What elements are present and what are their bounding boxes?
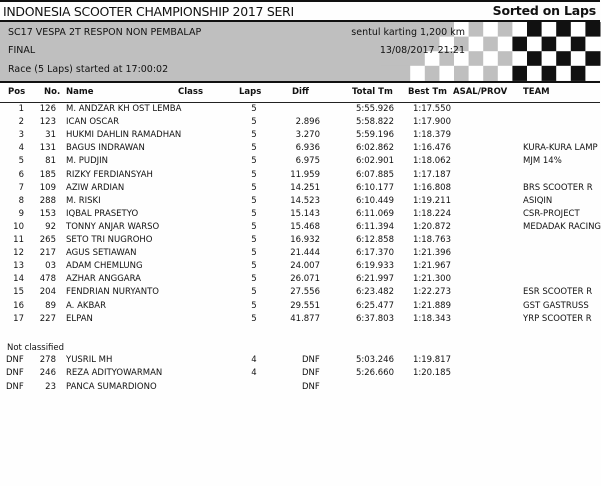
- cell-no: 278: [39, 355, 56, 365]
- cell-name: AZHAR ANGGARA: [66, 274, 141, 285]
- cell-total: 6:37.803: [355, 313, 394, 324]
- cell-diff: 16.932: [290, 235, 320, 245]
- cell-pos: 3: [18, 130, 24, 141]
- cell-pos: 12: [13, 248, 24, 259]
- cell-team: YRP SCOOTER R: [523, 313, 592, 324]
- cell-best: 1:18.062: [412, 156, 451, 167]
- table-row: [0, 301, 600, 314]
- col-total: Total Tm: [352, 87, 393, 97]
- checker-cell: [556, 22, 571, 37]
- table-row: [0, 368, 600, 381]
- cell-no: 478: [39, 274, 56, 285]
- cell-total: 5:58.822: [355, 117, 394, 128]
- cell-best: 1:21.889: [412, 300, 451, 311]
- cell-diff: DNF: [302, 368, 320, 379]
- col-team: TEAM: [523, 87, 550, 97]
- checker-cell: [483, 22, 498, 37]
- col-pos: Pos: [8, 87, 26, 97]
- cell-diff: DNF: [302, 381, 320, 392]
- cell-best: 1:21.967: [412, 261, 451, 272]
- checker-cell: [439, 66, 454, 81]
- checker-cell: [410, 66, 425, 81]
- cell-diff: 14.523: [290, 195, 320, 206]
- cell-best: 1:18.224: [412, 208, 451, 219]
- checker-cell: [483, 51, 498, 66]
- cell-name: AZIW ARDIAN: [66, 182, 125, 193]
- race-datetime: 13/08/2017 21:21: [379, 45, 465, 56]
- cell-best: 1:18.763: [412, 235, 451, 245]
- cell-name: M. RISKI: [66, 195, 101, 206]
- cell-laps: 5: [251, 274, 257, 285]
- cell-no: 227: [39, 313, 56, 324]
- cell-name: RIZKY FERDIANSYAH: [66, 169, 153, 180]
- cell-pos: 11: [13, 235, 24, 245]
- title-bar: [0, 0, 600, 20]
- checker-cell: [381, 66, 396, 81]
- cell-total: 6:23.482: [355, 287, 394, 298]
- table-row: [0, 130, 600, 143]
- cell-total: 6:02.901: [355, 156, 394, 167]
- cell-name: ELPAN: [66, 313, 93, 324]
- cell-laps: 5: [251, 169, 257, 180]
- cell-no: 126: [39, 104, 56, 114]
- cell-total: 6:10.177: [355, 182, 394, 193]
- cell-team: GST GASTRUSS: [523, 300, 589, 311]
- cell-pos: 15: [13, 287, 24, 298]
- cell-laps: 5: [251, 117, 257, 128]
- cell-laps: 5: [251, 287, 257, 298]
- cell-no: 185: [39, 169, 56, 180]
- cell-best: 1:19.211: [412, 195, 451, 206]
- checker-cell: [498, 51, 513, 66]
- cell-team: BRS SCOOTER R: [523, 182, 593, 193]
- cell-total: 6:02.862: [355, 143, 394, 154]
- cell-no: 288: [39, 195, 56, 206]
- checker-cell: [556, 66, 571, 81]
- cell-laps: 5: [251, 143, 257, 154]
- cell-best: 1:20.185: [412, 368, 451, 379]
- cell-laps: 4: [251, 368, 257, 379]
- cell-no: 109: [39, 182, 56, 193]
- checker-cell: [585, 51, 600, 66]
- cell-pos: 4: [18, 143, 24, 154]
- table-row: [0, 209, 600, 222]
- cell-no: 89: [45, 300, 56, 311]
- checker-cell: [469, 37, 484, 52]
- cell-no: 81: [45, 156, 56, 167]
- cell-name: AGUS SETIAWAN: [66, 248, 137, 259]
- cell-name: M. PUDJIN: [66, 156, 109, 167]
- checker-cell: [571, 37, 586, 52]
- table-row: [0, 143, 600, 156]
- cell-total: 6:12.858: [355, 235, 394, 245]
- checker-cell: [527, 66, 542, 81]
- cell-no: 92: [45, 221, 56, 232]
- cell-pos: 16: [13, 300, 24, 311]
- cell-total: 6:17.370: [355, 248, 394, 259]
- cell-best: 1:21.396: [412, 248, 451, 259]
- cell-diff: 29.551: [290, 300, 320, 311]
- col-class: Class: [178, 87, 204, 97]
- checker-cell: [556, 37, 571, 52]
- checker-cell: [425, 66, 440, 81]
- table-row: [0, 104, 600, 117]
- cell-diff: DNF: [302, 355, 320, 365]
- table-row: [0, 222, 600, 235]
- cell-laps: 5: [251, 313, 257, 324]
- class-line: SC17 VESPA 2T RESPON NON PEMBALAP: [8, 27, 202, 38]
- cell-laps: 5: [251, 248, 257, 259]
- cell-laps: 5: [251, 130, 257, 141]
- cell-team: KURA-KURA LAMP: [523, 143, 598, 154]
- checker-cell: [512, 22, 527, 37]
- cell-diff: 14.251: [290, 182, 320, 193]
- table-row: [0, 170, 600, 183]
- checker-cell: [454, 66, 469, 81]
- cell-name: M. ANDZAR KH OST LEMBA: [66, 104, 182, 114]
- cell-total: 6:11.069: [355, 208, 394, 219]
- cell-name: TONNY ANJAR WARSO: [66, 221, 160, 232]
- col-diff: Diff: [292, 87, 309, 97]
- checker-cell: [556, 51, 571, 66]
- cell-no: 03: [45, 261, 56, 272]
- cell-pos: DNF: [6, 381, 24, 392]
- checker-cell: [498, 66, 513, 81]
- cell-pos: 14: [13, 274, 24, 285]
- checker-cell: [527, 37, 542, 52]
- cell-name: BAGUS INDRAWAN: [66, 143, 145, 154]
- checker-cell: [498, 22, 513, 37]
- cell-team: MJM 14%: [523, 156, 562, 167]
- cell-no: 246: [39, 368, 56, 379]
- table-row: [0, 355, 600, 368]
- cell-laps: 5: [251, 104, 257, 114]
- page-title: INDONESIA SCOOTER CHAMPIONSHIP 2017 SERI: [3, 4, 294, 19]
- cell-pos: 6: [18, 169, 24, 180]
- cell-diff: 11.959: [290, 169, 320, 180]
- checker-cell: [512, 51, 527, 66]
- cell-best: 1:17.187: [412, 169, 451, 180]
- cell-name: REZA ADITYOWARMAN: [66, 368, 163, 379]
- checker-cell: [571, 22, 586, 37]
- sort-label: Sorted on Laps: [492, 3, 596, 18]
- table-row: [0, 117, 600, 130]
- cell-team: MEDADAK RACING: [523, 221, 601, 232]
- cell-no: 123: [39, 117, 56, 128]
- checker-cell: [585, 37, 600, 52]
- checker-cell: [512, 37, 527, 52]
- checker-cell: [498, 37, 513, 52]
- cell-diff: 6.936: [295, 143, 320, 154]
- cell-diff: 2.896: [295, 117, 320, 128]
- cell-name: HUKMI DAHLIN RAMADHAN: [66, 130, 182, 141]
- col-best: Best Tm: [408, 87, 447, 97]
- cell-laps: 5: [251, 261, 257, 272]
- cell-best: 1:17.900: [412, 117, 451, 128]
- cell-name: PANCA SUMARDIONO: [66, 381, 157, 392]
- checker-cell: [542, 22, 557, 37]
- session-name: FINAL: [8, 45, 36, 56]
- cell-pos: 9: [18, 208, 24, 219]
- cell-laps: 5: [251, 208, 257, 219]
- cell-pos: 5: [18, 156, 24, 167]
- cell-total: 6:07.885: [355, 169, 394, 180]
- cell-best: 1:18.343: [412, 313, 451, 324]
- cell-best: 1:22.273: [412, 287, 451, 298]
- checker-cell: [512, 66, 527, 81]
- cell-pos: 1: [18, 104, 24, 114]
- table-row: [0, 382, 600, 395]
- cell-diff: 15.143: [290, 208, 320, 219]
- cell-best: 1:17.550: [412, 104, 451, 114]
- col-name: Name: [66, 87, 94, 97]
- cell-best: 1:16.476: [412, 143, 451, 154]
- cell-total: 6:21.997: [355, 274, 394, 285]
- cell-team: ASIQIN: [523, 195, 553, 206]
- cell-name: IQBAL PRASETYO: [66, 208, 139, 219]
- col-asal: ASAL/PROV: [453, 87, 508, 97]
- cell-no: 131: [39, 143, 56, 154]
- cell-best: 1:19.817: [412, 355, 451, 365]
- cell-total: 5:59.196: [355, 130, 394, 141]
- cell-total: 6:11.394: [355, 221, 394, 232]
- results-table-header: [0, 87, 600, 103]
- checker-cell: [469, 51, 484, 66]
- checker-cell: [542, 66, 557, 81]
- cell-name: ICAN OSCAR: [66, 117, 120, 128]
- checker-cell: [585, 22, 600, 37]
- cell-laps: 5: [251, 182, 257, 193]
- table-row: [0, 235, 600, 248]
- col-laps: Laps: [239, 87, 262, 97]
- checker-cell: [527, 22, 542, 37]
- cell-pos: 17: [13, 313, 24, 324]
- table-row: [0, 196, 600, 209]
- cell-no: 265: [39, 235, 56, 245]
- checker-cell: [483, 66, 498, 81]
- cell-pos: DNF: [6, 355, 24, 365]
- cell-pos: DNF: [6, 368, 24, 379]
- col-no: No.: [44, 87, 61, 97]
- race-info: Race (5 Laps) started at 17:00:02: [8, 64, 169, 75]
- cell-total: 6:19.933: [355, 261, 394, 272]
- checker-cell: [571, 51, 586, 66]
- cell-total: 5:26.660: [355, 368, 394, 379]
- not-classified-label: Not classified: [7, 343, 65, 353]
- cell-no: 217: [39, 248, 56, 259]
- cell-diff: 41.877: [290, 313, 320, 324]
- cell-diff: 24.007: [290, 261, 320, 272]
- cell-team: ESR SCOOTER R: [523, 287, 593, 298]
- cell-total: 5:03.246: [355, 355, 394, 365]
- cell-total: 5:55.926: [355, 104, 394, 114]
- checker-cell: [396, 66, 411, 81]
- cell-diff: 6.975: [295, 156, 320, 167]
- track-info: sentul karting 1,200 km: [351, 27, 465, 38]
- cell-name: FENDRIAN NURYANTO: [66, 287, 159, 298]
- table-row: [0, 183, 600, 196]
- checker-cell: [469, 22, 484, 37]
- cell-laps: 5: [251, 300, 257, 311]
- cell-best: 1:18.379: [412, 130, 451, 141]
- checker-cell: [542, 51, 557, 66]
- cell-best: 1:16.808: [412, 182, 451, 193]
- race-info-band: [0, 20, 600, 83]
- cell-name: ADAM CHEMLUNG: [66, 261, 143, 272]
- cell-team: CSR-PROJECT: [523, 208, 580, 219]
- table-row: [0, 261, 600, 274]
- checker-cell: [527, 51, 542, 66]
- cell-no: 204: [39, 287, 56, 298]
- cell-diff: 27.556: [290, 287, 320, 298]
- cell-no: 153: [39, 208, 56, 219]
- cell-laps: 5: [251, 221, 257, 232]
- table-row: [0, 248, 600, 261]
- cell-diff: 3.270: [295, 130, 320, 141]
- cell-pos: 10: [13, 221, 24, 232]
- cell-name: A. AKBAR: [66, 300, 107, 311]
- checker-cell: [571, 66, 586, 81]
- cell-diff: 26.071: [290, 274, 320, 285]
- cell-pos: 2: [18, 117, 24, 128]
- cell-name: YUSRIL MH: [66, 355, 113, 365]
- cell-diff: 21.444: [290, 248, 320, 259]
- cell-laps: 5: [251, 235, 257, 245]
- cell-pos: 8: [18, 195, 24, 206]
- cell-diff: 15.468: [290, 221, 320, 232]
- cell-pos: 7: [18, 182, 24, 193]
- cell-no: 31: [45, 130, 56, 141]
- cell-laps: 5: [251, 156, 257, 167]
- cell-best: 1:21.300: [412, 274, 451, 285]
- checker-cell: [469, 66, 484, 81]
- table-row: [0, 314, 600, 327]
- checker-cell: [483, 37, 498, 52]
- table-row: [0, 156, 600, 169]
- cell-total: 6:10.449: [355, 195, 394, 206]
- cell-best: 1:20.872: [412, 221, 451, 232]
- cell-laps: 4: [251, 355, 257, 365]
- cell-pos: 13: [13, 261, 24, 272]
- table-row: [0, 274, 600, 287]
- cell-laps: 5: [251, 195, 257, 206]
- checker-cell: [585, 66, 600, 81]
- cell-total: 6:25.477: [355, 300, 394, 311]
- table-row: [0, 287, 600, 300]
- checker-cell: [542, 37, 557, 52]
- cell-name: SETO TRI NUGROHO: [66, 235, 153, 245]
- cell-no: 23: [45, 381, 56, 392]
